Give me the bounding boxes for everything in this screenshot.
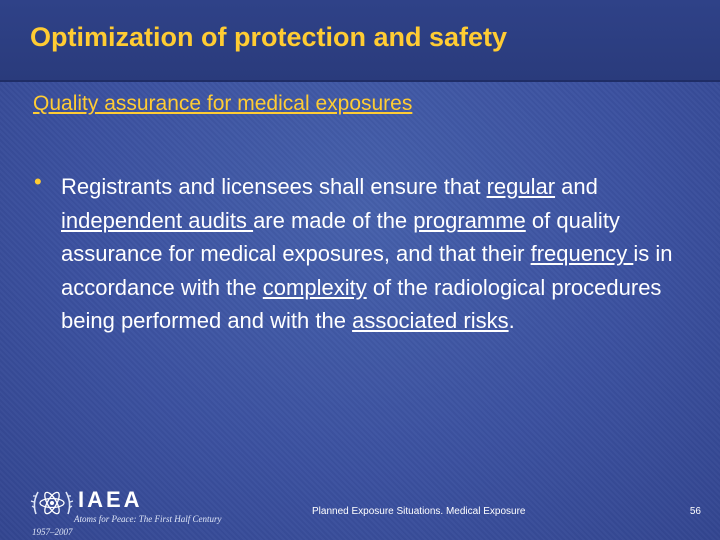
logo-tagline: Atoms for Peace: The First Half Century — [74, 514, 222, 524]
body-text-segment: . — [508, 308, 515, 333]
page-number: 56 — [689, 506, 701, 517]
atom-emblem-icon — [30, 484, 74, 522]
bullet-text — [61, 170, 711, 338]
body-text-segment: are made of the — [253, 207, 414, 233]
underlined-term-frequency: frequency — [530, 241, 634, 266]
underlined-term-independent-audits: independent audits — [61, 207, 254, 233]
body-text-segment: of quality assurance for medical exposures, and that their — [61, 207, 620, 266]
body-text-segment: of the radiological procedures being performed and with the — [61, 274, 662, 333]
iaea-logo — [28, 482, 222, 538]
title-band — [0, 0, 720, 82]
body-text-segment: is in accordance with the — [61, 241, 673, 300]
body-text-segment: Registrants and licensees shall ensure that — [61, 174, 487, 199]
underlined-term-regular: regular — [486, 174, 556, 199]
logo-years: 1957–2007 — [32, 527, 73, 537]
logo-wordmark: IAEA — [78, 487, 143, 512]
underlined-term-programme: programme — [413, 207, 526, 233]
underlined-term-complexity: complexity — [262, 274, 367, 300]
bullet-icon: • — [34, 169, 42, 194]
footer-caption: Planned Exposure Situations. Medical Exposure — [312, 506, 526, 517]
slide-subtitle: Quality assurance for medical exposures — [33, 92, 413, 115]
slide-title: Optimization of protection and safety — [30, 22, 508, 52]
underlined-term-associated-risks: associated risks — [352, 308, 509, 333]
body-text-segment: and — [555, 174, 598, 199]
